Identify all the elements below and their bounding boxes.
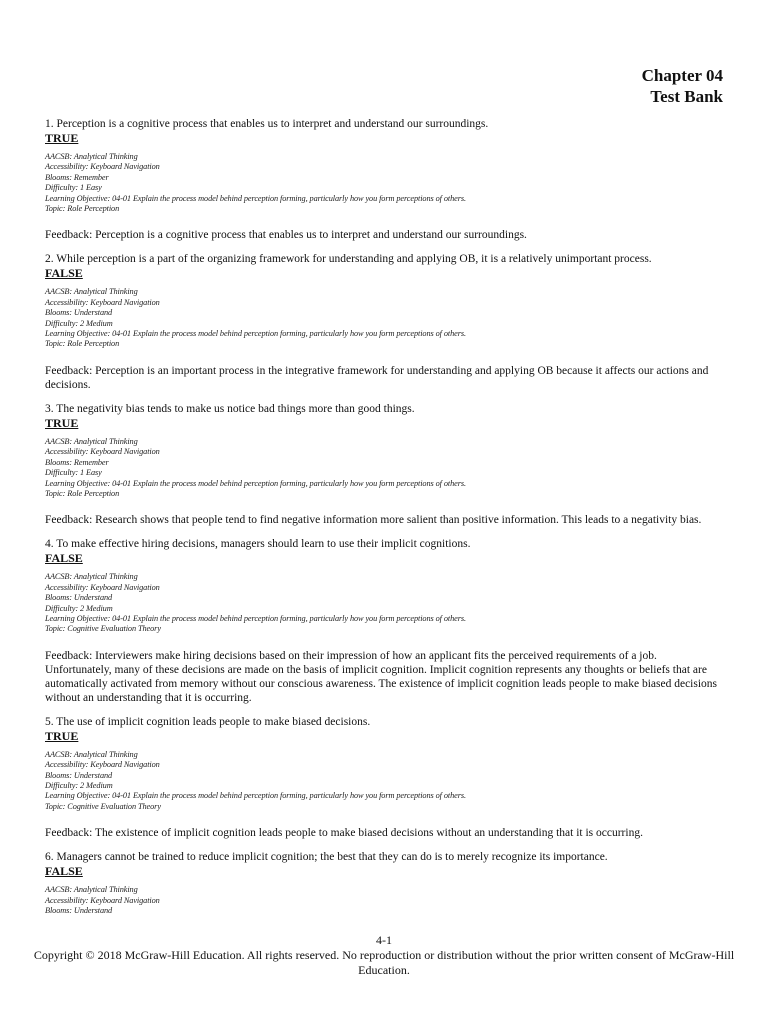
answer-key: TRUE xyxy=(45,415,79,430)
answer-key: TRUE xyxy=(45,728,79,743)
question-text: 4. To make effective hiring decisions, managers should learn to use their implicit cognitions. xyxy=(45,538,471,551)
question-metadata xyxy=(45,287,725,349)
metadata-line: Accessibility: Keyboard Navigation xyxy=(45,447,160,457)
metadata-line: AACSB: Analytical Thinking xyxy=(45,287,138,297)
feedback-text: Feedback: The existence of implicit cognition leads people to make biased decisions without an understanding that it is occurring. xyxy=(45,827,643,840)
metadata-line: AACSB: Analytical Thinking xyxy=(45,436,138,446)
question-item xyxy=(45,252,725,391)
document-title: Test Bank xyxy=(650,87,723,106)
question-text: 5. The use of implicit cognition leads people to make biased decisions. xyxy=(45,715,371,728)
question-item xyxy=(45,537,725,704)
metadata-line: Difficulty: 2 Medium xyxy=(45,318,113,328)
answer-key: FALSE xyxy=(45,551,83,566)
metadata-line: Learning Objective: 04-01 Explain the process model behind perception forming, particularly how you form perceptions of others. xyxy=(45,478,466,488)
question-metadata xyxy=(45,437,725,499)
answer-key: TRUE xyxy=(45,131,79,145)
metadata-line: Topic: Cognitive Evaluation Theory xyxy=(45,624,161,634)
metadata-line: AACSB: Analytical Thinking xyxy=(45,885,138,895)
metadata-line: Blooms: Understand xyxy=(45,906,113,915)
feedback-text: Feedback: Interviewers make hiring decisions based on their impression of how an applicant fits the perceived requirements of a job. Unfortunately, many of these decisions are made on the basis of implicit cognition. Implicit cognition represents any thoughts or beliefs that are automatically activated from memory without our conscious awareness. The existence of implicit cognition leads people to make biased decisions without an understanding that it is occurring. xyxy=(45,649,718,704)
feedback-text: Feedback: Perception is a cognitive process that enables us to interpret and understand our surroundings. xyxy=(45,229,527,242)
metadata-line: Learning Objective: 04-01 Explain the process model behind perception forming, particularly how you form perceptions of others. xyxy=(45,791,466,801)
page-footer xyxy=(30,933,738,978)
metadata-line: Blooms: Understand xyxy=(45,593,113,603)
question-text: 6. Managers cannot be trained to reduce implicit cognition; the best that they can do is to merely recognize its importance. xyxy=(45,851,608,864)
metadata-line: Accessibility: Keyboard Navigation xyxy=(45,297,160,307)
metadata-line: Topic: Role Perception xyxy=(45,204,120,214)
metadata-line: Difficulty: 2 Medium xyxy=(45,603,113,613)
answer-key: FALSE xyxy=(45,266,83,281)
chapter-label: Chapter 04 xyxy=(641,66,723,85)
metadata-line: Topic: Role Perception xyxy=(45,488,120,498)
metadata-line: Blooms: Remember xyxy=(45,172,109,182)
question-item xyxy=(45,117,725,242)
metadata-line: Accessibility: Keyboard Navigation xyxy=(45,582,160,592)
metadata-line: Accessibility: Keyboard Navigation xyxy=(45,895,160,905)
question-metadata xyxy=(45,572,725,634)
metadata-line: Difficulty: 1 Easy xyxy=(45,183,102,193)
metadata-line: Learning Objective: 04-01 Explain the process model behind perception forming, particularly how you form perceptions of others. xyxy=(45,329,466,339)
answer-key: FALSE xyxy=(45,864,83,879)
metadata-line: Topic: Cognitive Evaluation Theory xyxy=(45,801,161,811)
metadata-line: Topic: Role Perception xyxy=(45,339,120,349)
page-header xyxy=(642,65,723,107)
metadata-line: Blooms: Understand xyxy=(45,308,113,318)
page-number: 4-1 xyxy=(376,933,392,947)
question-text: 2. While perception is a part of the organizing framework for understanding and applying OB, it is a relatively unimportant process. xyxy=(45,253,652,266)
question-metadata xyxy=(45,750,725,812)
metadata-line: Difficulty: 2 Medium xyxy=(45,780,113,790)
metadata-line: Accessibility: Keyboard Navigation xyxy=(45,162,160,172)
question-list xyxy=(45,117,725,930)
metadata-line: AACSB: Analytical Thinking xyxy=(45,152,138,161)
metadata-line: Learning Objective: 04-01 Explain the process model behind perception forming, particularly how you form perceptions of others. xyxy=(45,613,466,623)
question-metadata xyxy=(45,885,725,916)
question-item xyxy=(45,850,725,916)
metadata-line: Accessibility: Keyboard Navigation xyxy=(45,760,160,770)
question-text: 3. The negativity bias tends to make us notice bad things more than good things. xyxy=(45,402,415,415)
question-item xyxy=(45,402,725,527)
metadata-line: Blooms: Understand xyxy=(45,770,113,780)
metadata-line: Learning Objective: 04-01 Explain the process model behind perception forming, particularly how you form perceptions of others. xyxy=(45,193,466,203)
metadata-line: Difficulty: 1 Easy xyxy=(45,468,102,478)
copyright-notice: Copyright © 2018 McGraw-Hill Education. All rights reserved. No reproduction or distribution without the prior written consent of McGraw-Hill Education. xyxy=(33,948,735,977)
metadata-line: AACSB: Analytical Thinking xyxy=(45,572,138,582)
feedback-text: Feedback: Research shows that people tend to find negative information more salient than positive information. This leads to a negativity bias. xyxy=(45,514,702,527)
metadata-line: AACSB: Analytical Thinking xyxy=(45,749,138,759)
feedback-text: Feedback: Perception is an important process in the integrative framework for understanding and applying OB because it affects our actions and decisions. xyxy=(45,364,709,391)
metadata-line: Blooms: Remember xyxy=(45,457,109,467)
question-text: 1. Perception is a cognitive process that enables us to interpret and understand our surroundings. xyxy=(45,118,489,130)
question-item xyxy=(45,715,725,840)
question-metadata xyxy=(45,152,725,214)
